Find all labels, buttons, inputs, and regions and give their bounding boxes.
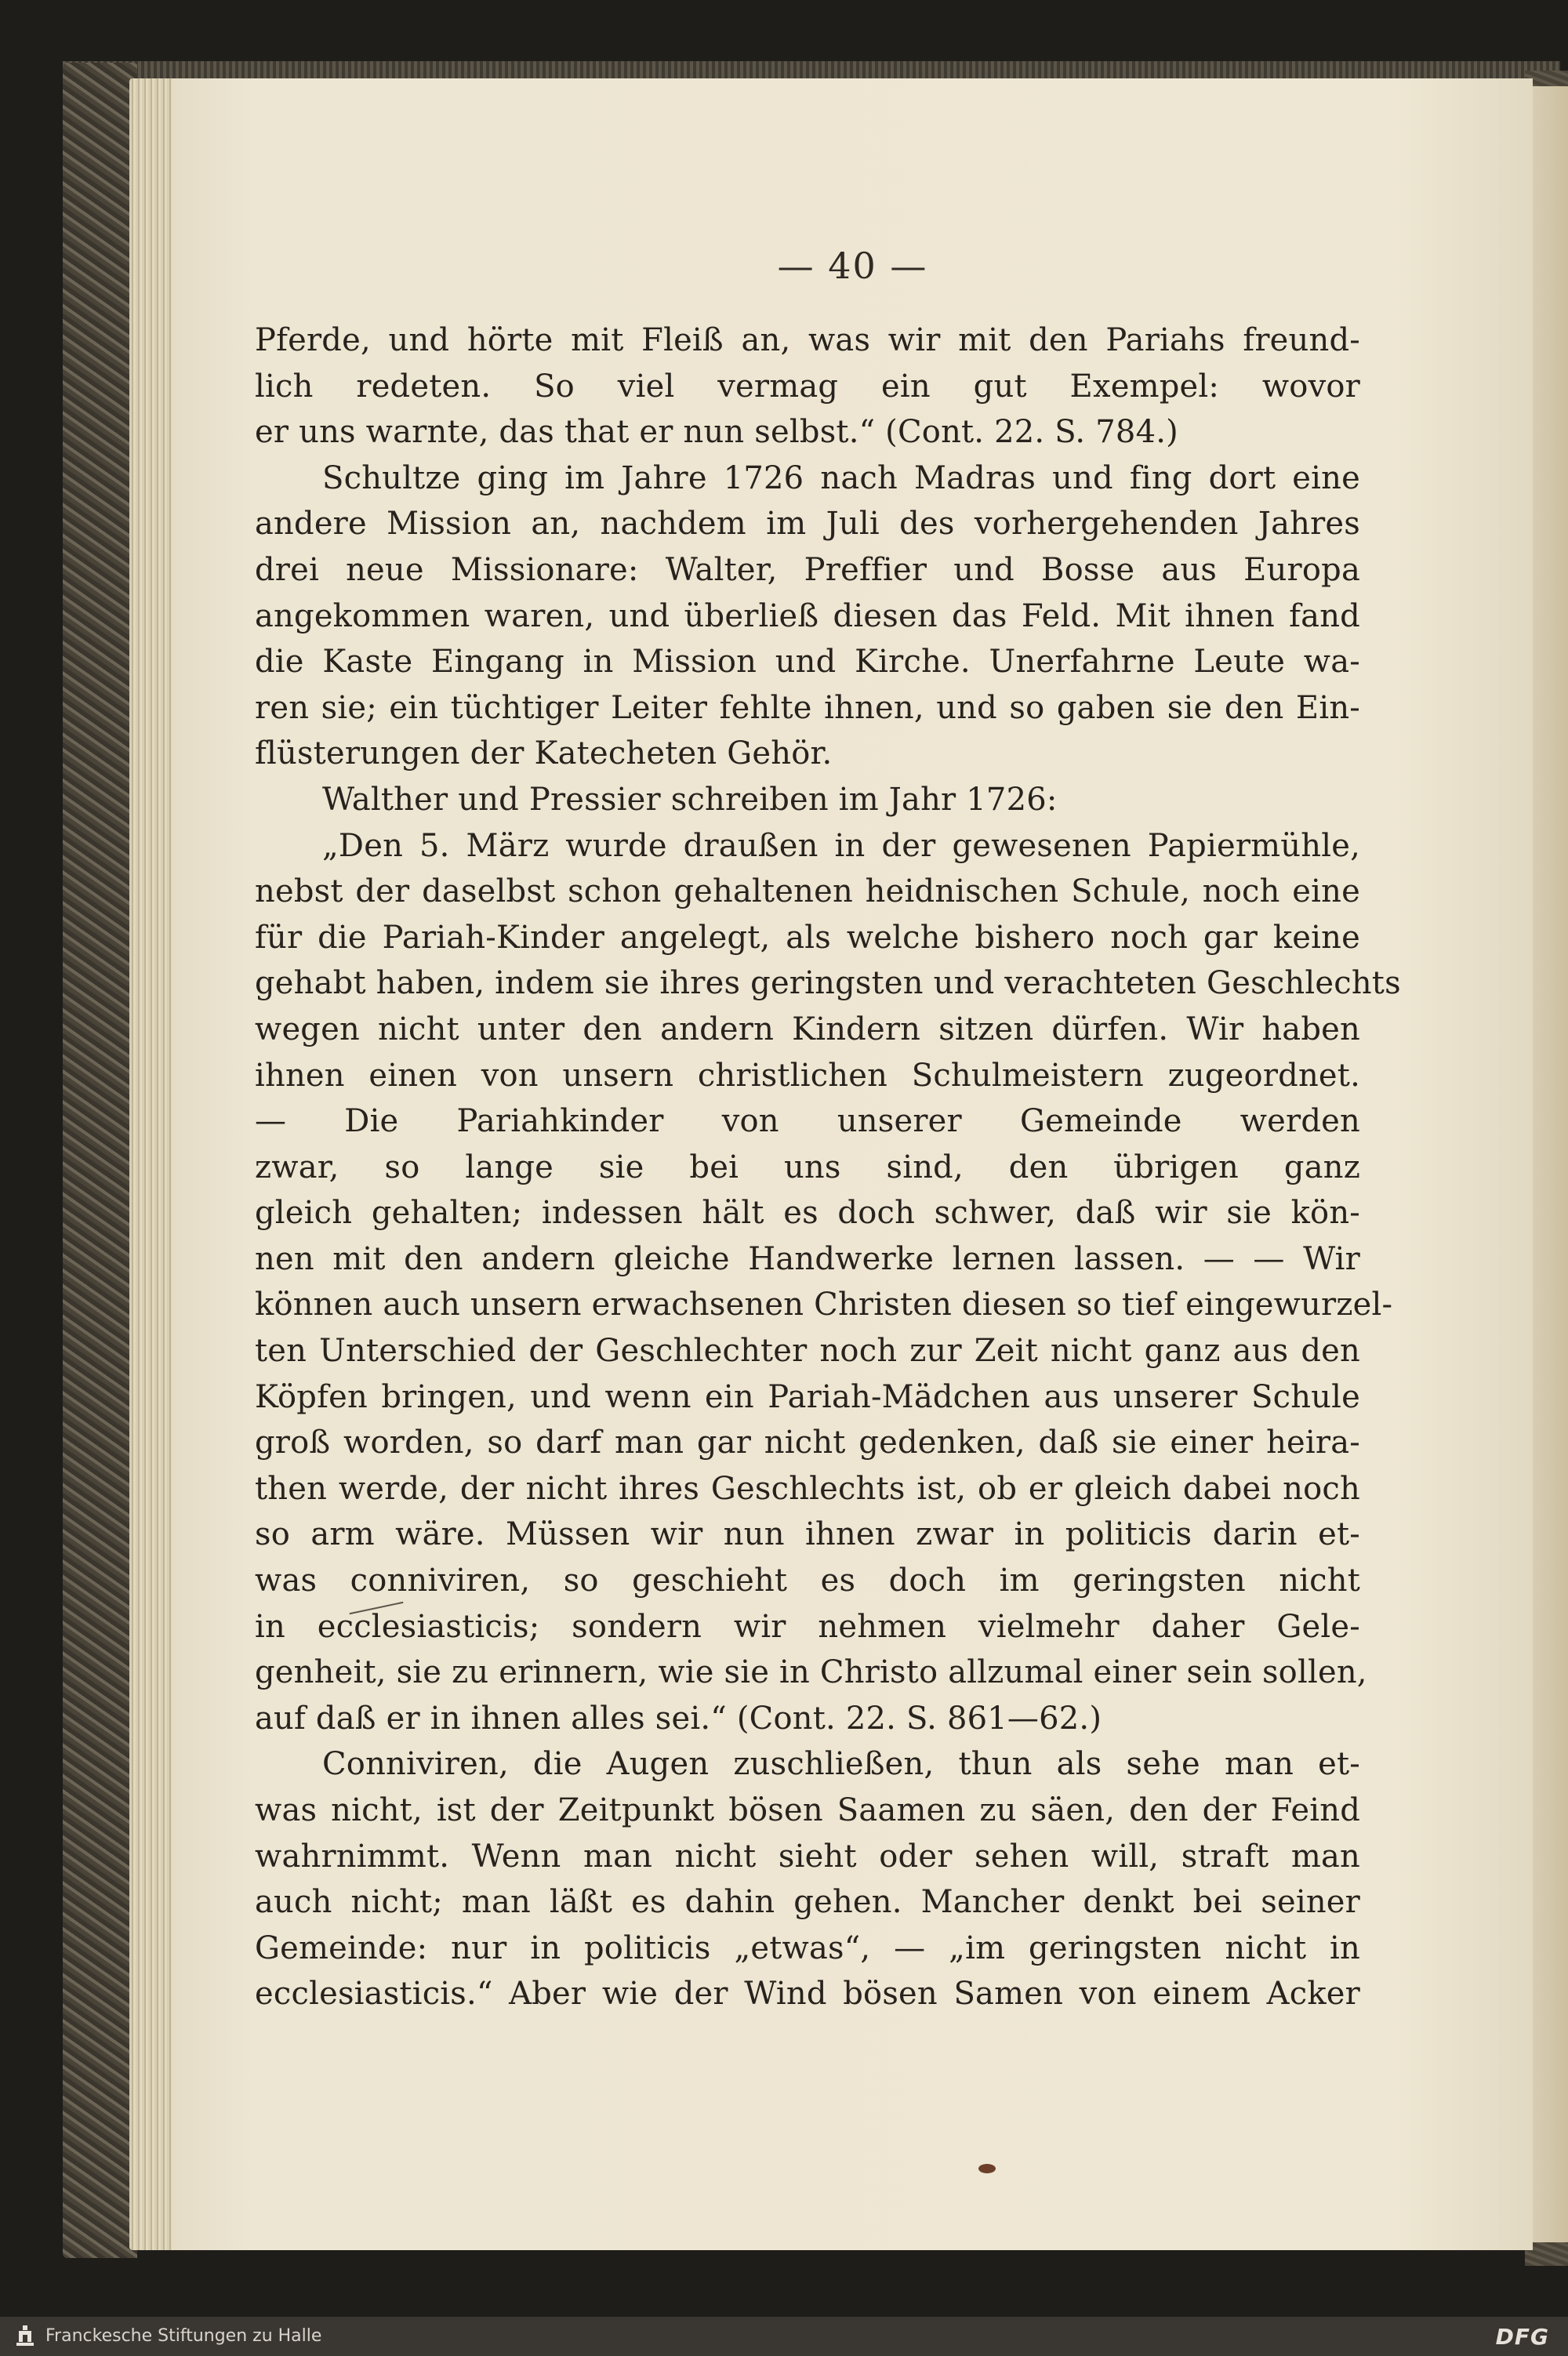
text-line: Pferde, und hörte mit Fleiß an, was wir mit den Pariahs freund- xyxy=(255,322,1360,358)
text-line: für die Pariah-Kinder angelegt, als welche bishero noch gar keine xyxy=(255,919,1360,956)
text-line: Köpfen bringen, und wenn ein Pariah-Mädchen aus unserer Schule xyxy=(255,1378,1360,1415)
text-line: gehabt haben, indem sie ihres geringsten und verachteten Geschlechts xyxy=(255,965,1401,1002)
ink-blot xyxy=(978,2164,996,2173)
text-line: then werde, der nicht ihres Geschlechts ist, ob er gleich dabei noch xyxy=(255,1470,1360,1507)
text-line: in ecclesiasticis; sondern wir nehmen vielmehr daher Gele- xyxy=(255,1608,1360,1645)
institution-name: Franckesche Stiftungen zu Halle xyxy=(45,2326,322,2346)
text-line: „Den 5. März wurde draußen in der gewesenen Papiermühle, xyxy=(322,827,1360,864)
text-line: genheit, sie zu erinnern, wie sie in Christo allzumal einer sein sollen, xyxy=(255,1654,1367,1691)
book-cover-left xyxy=(63,63,137,2258)
text-line: nebst der daselbst schon gehaltenen heidnischen Schule, noch eine xyxy=(255,873,1360,910)
page-text-block xyxy=(255,318,1401,2017)
text-line: er uns warnte, das that er nun selbst.“ (Cont. 22. S. 784.) xyxy=(255,414,1178,451)
text-line: andere Mission an, nachdem im Juli des vorhergehenden Jahres xyxy=(255,506,1360,543)
text-line: nen mit den andern gleiche Handwerke lernen lassen. — — Wir xyxy=(255,1240,1360,1277)
text-line: Conniviren, die Augen zuschließen, thun als sehe man et- xyxy=(322,1746,1360,1783)
text-line: können auch unsern erwachsenen Christen diesen so tief eingewurzel- xyxy=(255,1287,1393,1323)
facing-page-edge xyxy=(1529,86,1568,2242)
text-line: ten Unterschied der Geschlechter noch zur Zeit nicht ganz aus den xyxy=(255,1333,1360,1370)
text-line: Gemeinde: nur in politicis „etwas“, — „im geringsten nicht in xyxy=(255,1929,1360,1966)
text-line: — Die Pariahkinder von unserer Gemeinde werden xyxy=(255,1103,1360,1140)
text-line: wahrnimmt. Wenn man nicht sieht oder sehen will, straft man xyxy=(255,1838,1360,1875)
text-line: drei neue Missionare: Walter, Preffier und Bosse aus Europa xyxy=(255,551,1360,588)
text-line: wegen nicht unter den andern Kindern sitzen dürfen. Wir haben xyxy=(255,1011,1360,1047)
text-line: ren sie; ein tüchtiger Leiter fehlte ihnen, und so gaben sie den Ein- xyxy=(255,689,1360,726)
institution-logo-icon xyxy=(14,2324,36,2349)
text-line: ecclesiasticis.“ Aber wie der Wind bösen Samen von einem Acker xyxy=(255,1976,1360,2013)
text-line: die Kaste Eingang in Mission und Kirche. Unerfahrne Leute wa- xyxy=(255,644,1360,681)
text-line: so arm wäre. Müssen wir nun ihnen zwar in politicis darin et- xyxy=(255,1516,1360,1553)
text-line: zwar, so lange sie bei uns sind, den übrigen ganz xyxy=(255,1149,1360,1185)
text-line: was conniviren, so geschieht es doch im geringsten nicht xyxy=(255,1563,1360,1599)
page-stack-edges xyxy=(129,78,176,2250)
text-line: auch nicht; man läßt es dahin gehen. Mancher denkt bei seiner xyxy=(255,1884,1360,1921)
text-line: Walther und Pressier schreiben im Jahr 1726: xyxy=(322,781,1058,818)
text-line: gleich gehalten; indessen hält es doch schwer, daß wir sie kön- xyxy=(255,1195,1360,1232)
text-line: lich redeten. So viel vermag ein gut Exempel: wovor xyxy=(255,368,1360,405)
viewer-footer xyxy=(0,2317,1568,2356)
text-line: ihnen einen von unsern christlichen Schulmeistern zugeordnet. xyxy=(255,1057,1360,1094)
page-number: — 40 — xyxy=(777,245,928,287)
text-line: Schultze ging im Jahre 1726 nach Madras und fing dort eine xyxy=(322,459,1360,496)
text-line: was nicht, ist der Zeitpunkt bösen Saamen zu säen, den der Feind xyxy=(255,1792,1360,1828)
dfg-logo: DFG xyxy=(1495,2324,1549,2350)
text-line: angekommen waren, und überließ diesen das Feld. Mit ihnen fand xyxy=(255,597,1360,634)
text-line: groß worden, so darf man gar nicht gedenken, daß sie einer heira- xyxy=(255,1425,1360,1461)
text-line: auf daß er in ihnen alles sei.“ (Cont. 22. S. 861—62.) xyxy=(255,1700,1102,1737)
text-line: flüsterungen der Katecheten Gehör. xyxy=(255,735,833,772)
